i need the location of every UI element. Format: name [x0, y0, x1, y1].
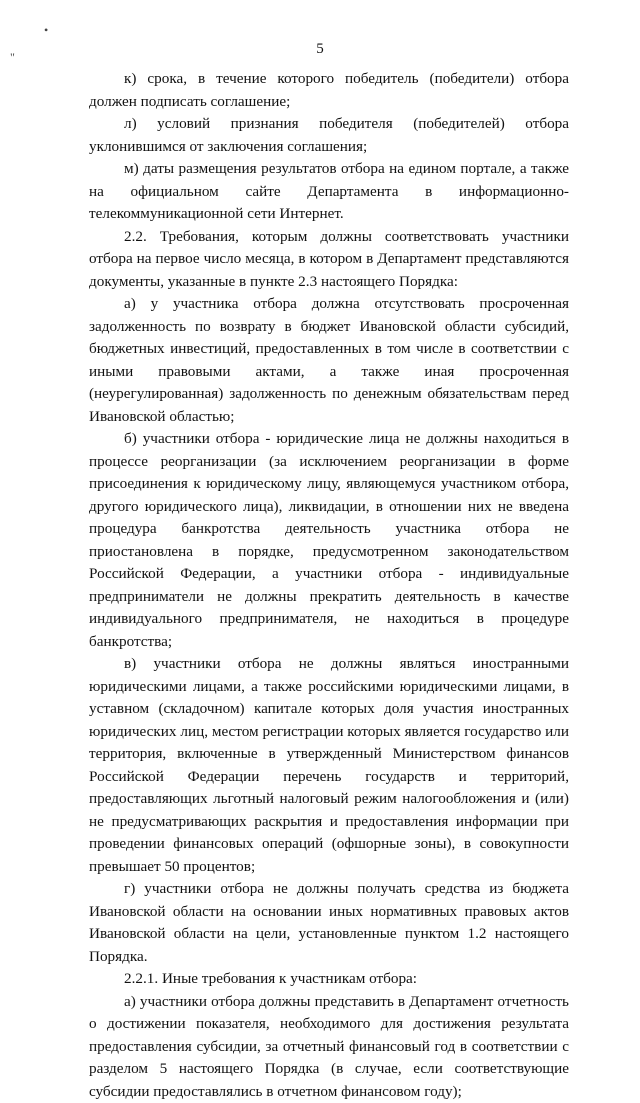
- paragraph-2-2-v: в) участники отбора не должны являться иностранными юридическими лицами, а также российскими юридическими лицами, в уставном (складочном) капитале которых доля участия иностранных юридических лиц, местом регистрации которых является государство или территория, включенные в утвержденный Министерством финансов Российской Федерации перечень государств и территорий, предоставляющих льготный налоговый режим налогообложения и (или) не предусматривающих раскрытия и предоставления информации при проведении финансовых операций (офшорные зоны), в совокупности превышает 50 процентов;: [89, 653, 569, 878]
- paragraph-2-2-g: г) участники отбора не должны получать средства из бюджета Ивановской области на основании иных нормативных правовых актов Ивановской области на цели, установленные пунктом 1.2 настоящего Порядка.: [89, 878, 569, 968]
- paragraph-2-2-a: а) у участника отбора должна отсутствовать просроченная задолженность по возврату в бюджет Ивановской области субсидий, бюджетных инвестиций, предоставленных в том числе в соответствии с иными правовыми актами, а также иная просроченная (неурегулированная) задолженность по денежным обязательствам перед Ивановской областью;: [89, 293, 569, 428]
- paragraph-2-2-1-a: а) участники отбора должны представить в Департамент отчетность о достижении показателя, необходимого для достижения результата предоставления субсидии, за отчетный финансовый год в соответствии с разделом 5 настоящего Порядка (в случае, если соответствующие субсидии предоставлялись в отчетном финансовом году);: [89, 991, 569, 1103]
- page-number: 5: [0, 41, 640, 58]
- scan-mark: ": [10, 50, 15, 65]
- paragraph-2-2-b: б) участники отбора - юридические лица не должны находиться в процессе реорганизации (за исключением реорганизации в форме присоединения к юридическому лицу, являющемуся участником отбора, другого юридического лица), ликвидации, в отношении них не введена процедура банкротства деятельность участника отбора не приостановлена в порядке, предусмотренном законодательством Российской Федерации, а участники отбора - индивидуальные предприниматели не должны прекратить деятельность в качестве индивидуального предпринимателя, не находиться в процедуре банкротства;: [89, 428, 569, 653]
- paragraph-m: м) даты размещения результатов отбора на едином портале, а также на официальном сайте Департамента в информационно-телекоммуникационной сети Интернет.: [89, 158, 569, 226]
- paragraph-2-2: 2.2. Требования, которым должны соответствовать участники отбора на первое число месяца, в котором в Департамент представляются документы, указанные в пункте 2.3 настоящего Порядка:: [89, 226, 569, 294]
- paragraph-l: л) условий признания победителя (победителей) отбора уклонившимся от заключения соглашения;: [89, 113, 569, 158]
- paragraph-2-2-1: 2.2.1. Иные требования к участникам отбора:: [89, 968, 569, 991]
- document-body: [89, 68, 569, 1103]
- paragraph-k: к) срока, в течение которого победитель (победители) отбора должен подписать соглашение;: [89, 68, 569, 113]
- scan-mark: •: [44, 23, 48, 38]
